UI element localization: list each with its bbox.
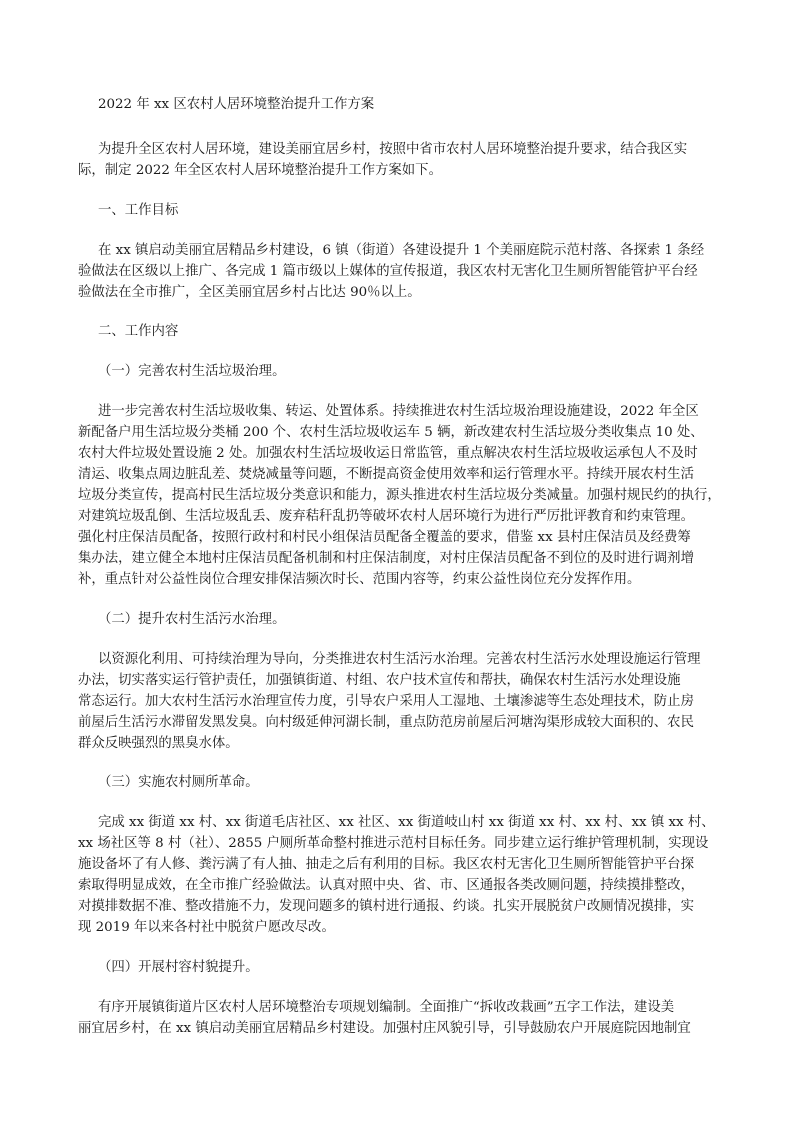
subsection-heading: （一）完善农村生活垃圾治理。 bbox=[98, 364, 286, 379]
intro-line: 际，制定 2022 年全区农村人居环境整治提升工作方案如下。 bbox=[78, 163, 442, 178]
intro-line: 为提升全区农村人居环境，建设美丽宜居乡村，按照中省市农村人居环境整治提升要求，结合我区实 bbox=[98, 142, 688, 157]
paragraph-line: 有序开展镇街道片区农村人居环境整治专项规划编制。全面推广“拆收改栽画”五字工作法，建设美 bbox=[98, 1000, 675, 1015]
paragraph-line: 清运、收集点周边脏乱差、焚烧减量等问题，不断提高资金使用效率和运行管理水平。持续开展农村生活 bbox=[78, 467, 694, 482]
paragraph-line: 施设备坏了有人修、粪污满了有人抽、抽走之后有利用的目标。我区农村无害化卫生厕所智能管护平台探 bbox=[78, 857, 694, 872]
paragraph-line: 集办法，建立健全本地村庄保洁员配备机制和村庄保洁制度，对村庄保洁员配备不到位的及时进行调剂增 bbox=[78, 551, 694, 566]
paragraph-line: 办法，切实落实运行管护责任，加强镇街道、村组、农户技术宣传和帮扶，确保农村生活污水处理设施 bbox=[78, 673, 681, 688]
paragraph-line: 补，重点针对公益性岗位合理安排保洁频次时长、范围内容等，约束公益性岗位充分发挥作用。 bbox=[78, 572, 641, 587]
paragraph-line: xx 场社区等 8 村（社）、2855 户厕所革命整村推进示范村目标任务。同步建立运行维护管理机制，实现设 bbox=[78, 836, 709, 851]
paragraph-line: 验做法在区级以上推广、各完成 1 篇市级以上媒体的宣传报道，我区农村无害化卫生厕所智能管护平台经 bbox=[78, 264, 698, 279]
paragraph-line: 完成 xx 街道 xx 村、xx 街道毛店社区、xx 社区、xx 街道岐山村 xx 街道 xx 村、xx 村、xx 镇 xx 村、 bbox=[98, 815, 715, 830]
paragraph-line: 在 xx 镇启动美丽宜居精品乡村建设，6 镇（街道）各建设提升 1 个美丽庭院示范村落、各探索 1 条经 bbox=[98, 243, 705, 258]
section-heading: 二、工作内容 bbox=[98, 324, 179, 339]
paragraph-line: 新配备户用生活垃圾分类桶 200 个、农村生活垃圾收运车 5 辆，新改建农村生活垃圾分类收集点 10 处、 bbox=[78, 425, 704, 440]
subsection-heading: （二）提升农村生活污水治理。 bbox=[98, 612, 286, 627]
paragraph-line: 进一步完善农村生活垃圾收集、转运、处置体系。持续推进农村生活垃圾治理设施建设，2022 年全区 bbox=[98, 404, 699, 419]
paragraph-line: 丽宜居乡村，在 xx 镇启动美丽宜居精品乡村建设。加强村庄风貌引导，引导鼓励农户开展庭院因地制宜 bbox=[78, 1021, 691, 1036]
paragraph-line: 以资源化利用、可持续治理为导向，分类推进农村生活污水治理。完善农村生活污水处理设施运行管理 bbox=[98, 652, 701, 667]
paragraph-line: 前屋后生活污水滞留发黑发臭。向村级延伸河湖长制，重点防范房前屋后河塘沟渠形成较大面积的、农民 bbox=[78, 715, 694, 730]
paragraph-line: 农村大件垃圾处置设施 2 处。加强农村生活垃圾收运日常监管，重点解决农村生活垃圾收运承包人不及时 bbox=[78, 446, 698, 461]
subsection-heading: （四）开展村容村貌提升。 bbox=[98, 960, 259, 975]
paragraph-line: 现 2019 年以来各村社中脱贫户愿改尽改。 bbox=[78, 920, 335, 935]
paragraph-line: 对摸排数据不准、整改措施不力，发现问题多的镇村进行通报、约谈。扎实开展脱贫户改厕情况摸排，实 bbox=[78, 899, 694, 914]
section-heading: 一、工作目标 bbox=[98, 203, 179, 218]
paragraph-line: 索取得明显成效，在全市推广经验做法。认真对照中央、省、市、区通报各类改厕问题，持续摸排整改， bbox=[78, 878, 694, 893]
paragraph-line: 群众反映强烈的黑臭水体。 bbox=[78, 736, 239, 751]
paragraph-line: 验做法在全市推广，全区美丽宜居乡村占比达 90％以上。 bbox=[78, 285, 421, 300]
paragraph-line: 对建筑垃圾乱倒、生活垃圾乱丢、废弃秸秆乱扔等破坏农村人居环境行为进行严厉批评教育和约束管理。 bbox=[78, 509, 694, 524]
subsection-heading: （三）实施农村厕所革命。 bbox=[98, 775, 259, 790]
paragraph-line: 垃圾分类宣传，提高村民生活垃圾分类意识和能力，源头推进农村生活垃圾分类减量。加强村规民约的执行， bbox=[78, 488, 721, 503]
paragraph-line: 常态运行。加大农村生活污水治理宣传力度，引导农户采用人工湿地、土壤渗滤等生态处理技术，防止房 bbox=[78, 694, 694, 709]
paragraph-line: 强化村庄保洁员配备，按照行政村和村民小组保洁员配备全覆盖的要求，借鉴 xx 县村庄保洁员及经费筹 bbox=[78, 530, 691, 545]
document-title: 2022 年 xx 区农村人居环境整治提升工作方案 bbox=[98, 97, 375, 112]
